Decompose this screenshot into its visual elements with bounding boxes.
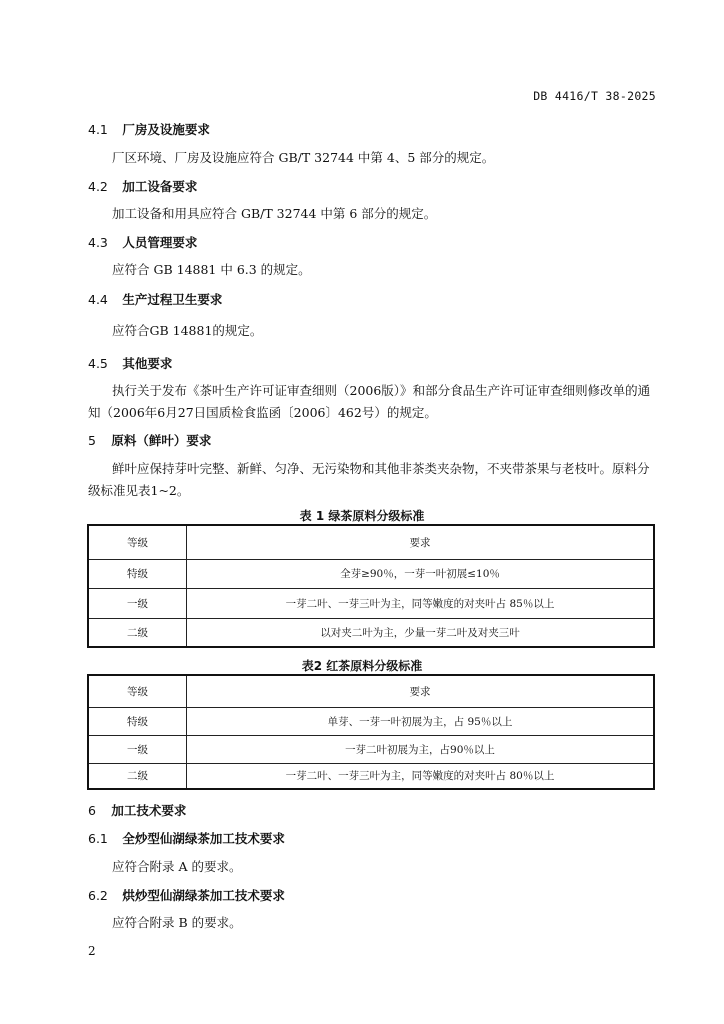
section-title: 全炒型仙湖绿茶加工技术要求 bbox=[122, 831, 285, 846]
table-header-row bbox=[88, 675, 654, 707]
heading-6-2 bbox=[88, 886, 285, 904]
document-number: DB 4416/T 38-2025 bbox=[533, 89, 656, 103]
section-title: 加工设备要求 bbox=[122, 179, 198, 194]
requirement-cell: 一芽二叶、一芽三叶为主，同等嫩度的对夹叶占 80％以上 bbox=[187, 763, 655, 789]
grade-cell: 特级 bbox=[88, 707, 187, 735]
section-number: 6 bbox=[88, 803, 96, 818]
table-row bbox=[88, 707, 654, 735]
grade-cell: 二级 bbox=[88, 763, 187, 789]
section-title: 原料（鲜叶）要求 bbox=[111, 433, 212, 448]
table-row bbox=[88, 588, 654, 618]
table1 bbox=[87, 524, 655, 648]
section-number: 4.1 bbox=[88, 122, 108, 137]
header-cell: 要求 bbox=[187, 525, 655, 559]
section-number: 4.3 bbox=[88, 235, 108, 250]
section-title: 加工技术要求 bbox=[111, 803, 187, 818]
table1-caption: 表 1 绿茶原料分级标准 bbox=[299, 509, 425, 523]
section-title: 生产过程卫生要求 bbox=[122, 292, 223, 307]
table2-caption: 表2 红茶原料分级标准 bbox=[301, 659, 423, 673]
paragraph-4-2: 加工设备和用具应符合 GB/T 32744 中第 6 部分的规定。 bbox=[112, 206, 437, 221]
requirement-cell: 全芽≥90％，一芽一叶初展≤10％ bbox=[187, 559, 655, 588]
table-row bbox=[88, 559, 654, 588]
paragraph-5-line1: 鲜叶应保持芽叶完整、新鲜、匀净、无污染物和其他非茶类夹杂物，不夹带茶果与老枝叶。原料分 bbox=[112, 461, 650, 476]
header-cell: 要求 bbox=[187, 675, 655, 707]
paragraph-6-1: 应符合附录 A 的要求。 bbox=[112, 859, 242, 874]
heading-6-1 bbox=[88, 829, 285, 847]
grade-cell: 一级 bbox=[88, 735, 187, 763]
requirement-cell: 一芽二叶、一芽三叶为主，同等嫩度的对夹叶占 85％以上 bbox=[187, 588, 655, 618]
section-number: 6.2 bbox=[88, 888, 108, 903]
header-cell: 等级 bbox=[88, 675, 187, 707]
grade-cell: 二级 bbox=[88, 618, 187, 647]
page-number: 2 bbox=[88, 944, 96, 958]
section-title: 其他要求 bbox=[122, 356, 173, 371]
section-number: 4.4 bbox=[88, 292, 108, 307]
section-title: 人员管理要求 bbox=[122, 235, 198, 250]
heading-4-3 bbox=[88, 233, 197, 251]
header-cell: 等级 bbox=[88, 525, 187, 559]
heading-6 bbox=[88, 801, 186, 819]
section-number: 4.5 bbox=[88, 356, 108, 371]
section-title: 厂房及设施要求 bbox=[122, 122, 210, 137]
paragraph-4-4: 应符合GB 14881的规定。 bbox=[112, 323, 263, 338]
grade-cell: 一级 bbox=[88, 588, 187, 618]
requirement-cell: 以对夹二叶为主，少量一芽二叶及对夹三叶 bbox=[187, 618, 655, 647]
table-row bbox=[88, 618, 654, 647]
section-number: 5 bbox=[88, 433, 96, 448]
grade-cell: 特级 bbox=[88, 559, 187, 588]
paragraph-4-3: 应符合 GB 14881 中 6.3 的规定。 bbox=[112, 262, 311, 277]
requirement-cell: 单芽、一芽一叶初展为主，占 95％以上 bbox=[187, 707, 655, 735]
table-header-row bbox=[88, 525, 654, 559]
heading-4-2 bbox=[88, 177, 197, 195]
table2 bbox=[87, 674, 655, 790]
paragraph-4-1: 厂区环境、厂房及设施应符合 GB/T 32744 中第 4、5 部分的规定。 bbox=[112, 150, 495, 165]
heading-4-4 bbox=[88, 290, 222, 308]
table-row bbox=[88, 735, 654, 763]
paragraph-4-5-line1: 执行关于发布《茶叶生产许可证审查细则（2006版）》和部分食品生产许可证审查细则修改单的通 bbox=[112, 383, 651, 398]
table-row bbox=[88, 763, 654, 789]
paragraph-6-2: 应符合附录 B 的要求。 bbox=[112, 915, 242, 930]
section-title: 烘炒型仙湖绿茶加工技术要求 bbox=[122, 888, 285, 903]
section-number: 6.1 bbox=[88, 831, 108, 846]
requirement-cell: 一芽二叶初展为主，占90％以上 bbox=[187, 735, 655, 763]
paragraph-4-5-line2: 知（2006年6月27日国质检食监函〔2006〕462号）的规定。 bbox=[88, 405, 437, 420]
heading-4-1 bbox=[88, 120, 210, 138]
section-number: 4.2 bbox=[88, 179, 108, 194]
paragraph-5-line2: 级标准见表1~2。 bbox=[88, 483, 190, 498]
heading-4-5 bbox=[88, 354, 172, 372]
heading-5 bbox=[88, 431, 211, 449]
